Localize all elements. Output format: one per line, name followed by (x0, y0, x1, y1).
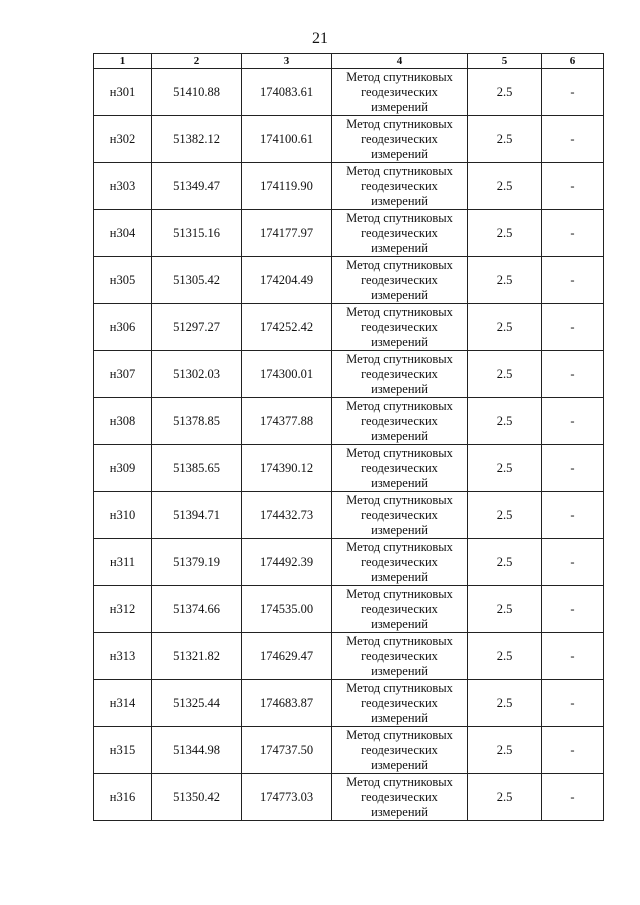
method-cell (332, 492, 468, 539)
table-row (94, 633, 604, 680)
method-line: геодезических (361, 695, 438, 710)
method-line: Метод спутниковых (346, 586, 453, 601)
column-header: 1 (94, 54, 152, 69)
point-id-cell: н302 (94, 116, 152, 163)
method-cell (332, 633, 468, 680)
note-cell: - (542, 774, 604, 821)
note-cell: - (542, 304, 604, 351)
x-coordinate-cell: 51394.71 (152, 492, 242, 539)
table-row (94, 163, 604, 210)
method-line: измерений (371, 240, 428, 255)
method-cell (332, 304, 468, 351)
y-coordinate-cell: 174390.12 (242, 445, 332, 492)
point-id-cell: н313 (94, 633, 152, 680)
method-cell (332, 445, 468, 492)
method-line: геодезических (361, 554, 438, 569)
method-line: Метод спутниковых (346, 257, 453, 272)
method-line: измерений (371, 663, 428, 678)
y-coordinate-cell: 174204.49 (242, 257, 332, 304)
method-line: измерений (371, 146, 428, 161)
note-cell: - (542, 116, 604, 163)
x-coordinate-cell: 51410.88 (152, 69, 242, 116)
point-id-cell: н308 (94, 398, 152, 445)
method-cell (332, 586, 468, 633)
point-id-cell: н303 (94, 163, 152, 210)
table-header-row (94, 54, 604, 69)
method-line: геодезических (361, 178, 438, 193)
method-cell (332, 163, 468, 210)
table-row (94, 539, 604, 586)
accuracy-cell: 2.5 (468, 116, 542, 163)
accuracy-cell: 2.5 (468, 680, 542, 727)
note-cell: - (542, 351, 604, 398)
x-coordinate-cell: 51385.65 (152, 445, 242, 492)
method-line: геодезических (361, 413, 438, 428)
point-id-cell: н309 (94, 445, 152, 492)
method-cell (332, 680, 468, 727)
table-row (94, 304, 604, 351)
x-coordinate-cell: 51349.47 (152, 163, 242, 210)
method-line: Метод спутниковых (346, 304, 453, 319)
column-header: 4 (332, 54, 468, 69)
y-coordinate-cell: 174773.03 (242, 774, 332, 821)
accuracy-cell: 2.5 (468, 492, 542, 539)
method-line: измерений (371, 381, 428, 396)
method-line: измерений (371, 287, 428, 302)
method-line: геодезических (361, 225, 438, 240)
accuracy-cell: 2.5 (468, 727, 542, 774)
method-line: измерений (371, 569, 428, 584)
table-row (94, 69, 604, 116)
x-coordinate-cell: 51297.27 (152, 304, 242, 351)
y-coordinate-cell: 174737.50 (242, 727, 332, 774)
method-line: геодезических (361, 789, 438, 804)
note-cell: - (542, 492, 604, 539)
y-coordinate-cell: 174252.42 (242, 304, 332, 351)
method-cell (332, 257, 468, 304)
table-row (94, 398, 604, 445)
method-line: Метод спутниковых (346, 445, 453, 460)
method-cell (332, 774, 468, 821)
method-line: измерений (371, 804, 428, 819)
accuracy-cell: 2.5 (468, 586, 542, 633)
method-line: Метод спутниковых (346, 727, 453, 742)
point-id-cell: н306 (94, 304, 152, 351)
note-cell: - (542, 163, 604, 210)
method-line: геодезических (361, 460, 438, 475)
method-line: Метод спутниковых (346, 492, 453, 507)
method-line: геодезических (361, 648, 438, 663)
column-header: 3 (242, 54, 332, 69)
coordinates-table (93, 53, 604, 821)
method-line: Метод спутниковых (346, 633, 453, 648)
x-coordinate-cell: 51382.12 (152, 116, 242, 163)
method-line: геодезических (361, 366, 438, 381)
point-id-cell: н312 (94, 586, 152, 633)
method-line: измерений (371, 710, 428, 725)
accuracy-cell: 2.5 (468, 69, 542, 116)
method-cell (332, 210, 468, 257)
method-line: Метод спутниковых (346, 539, 453, 554)
point-id-cell: н310 (94, 492, 152, 539)
method-cell (332, 539, 468, 586)
accuracy-cell: 2.5 (468, 304, 542, 351)
x-coordinate-cell: 51302.03 (152, 351, 242, 398)
x-coordinate-cell: 51379.19 (152, 539, 242, 586)
table-row (94, 680, 604, 727)
table-row (94, 210, 604, 257)
method-cell (332, 69, 468, 116)
method-line: Метод спутниковых (346, 774, 453, 789)
y-coordinate-cell: 174432.73 (242, 492, 332, 539)
method-line: геодезических (361, 507, 438, 522)
method-line: Метод спутниковых (346, 163, 453, 178)
point-id-cell: н314 (94, 680, 152, 727)
y-coordinate-cell: 174629.47 (242, 633, 332, 680)
note-cell: - (542, 257, 604, 304)
y-coordinate-cell: 174083.61 (242, 69, 332, 116)
note-cell: - (542, 633, 604, 680)
y-coordinate-cell: 174683.87 (242, 680, 332, 727)
accuracy-cell: 2.5 (468, 398, 542, 445)
y-coordinate-cell: 174177.97 (242, 210, 332, 257)
point-id-cell: н301 (94, 69, 152, 116)
x-coordinate-cell: 51305.42 (152, 257, 242, 304)
note-cell: - (542, 680, 604, 727)
table-row (94, 116, 604, 163)
method-line: измерений (371, 193, 428, 208)
x-coordinate-cell: 51344.98 (152, 727, 242, 774)
accuracy-cell: 2.5 (468, 539, 542, 586)
accuracy-cell: 2.5 (468, 633, 542, 680)
table-row (94, 492, 604, 539)
method-line: измерений (371, 99, 428, 114)
y-coordinate-cell: 174100.61 (242, 116, 332, 163)
method-line: Метод спутниковых (346, 351, 453, 366)
accuracy-cell: 2.5 (468, 163, 542, 210)
method-line: геодезических (361, 742, 438, 757)
x-coordinate-cell: 51374.66 (152, 586, 242, 633)
method-line: измерений (371, 475, 428, 490)
point-id-cell: н311 (94, 539, 152, 586)
accuracy-cell: 2.5 (468, 351, 542, 398)
y-coordinate-cell: 174300.01 (242, 351, 332, 398)
method-line: Метод спутниковых (346, 398, 453, 413)
accuracy-cell: 2.5 (468, 774, 542, 821)
method-cell (332, 116, 468, 163)
point-id-cell: н315 (94, 727, 152, 774)
method-cell (332, 727, 468, 774)
method-line: измерений (371, 522, 428, 537)
column-header: 6 (542, 54, 604, 69)
page-number: 21 (312, 30, 328, 47)
method-line: геодезических (361, 131, 438, 146)
note-cell: - (542, 398, 604, 445)
note-cell: - (542, 445, 604, 492)
accuracy-cell: 2.5 (468, 257, 542, 304)
method-line: Метод спутниковых (346, 680, 453, 695)
point-id-cell: н304 (94, 210, 152, 257)
y-coordinate-cell: 174119.90 (242, 163, 332, 210)
x-coordinate-cell: 51378.85 (152, 398, 242, 445)
method-line: Метод спутниковых (346, 210, 453, 225)
y-coordinate-cell: 174535.00 (242, 586, 332, 633)
note-cell: - (542, 539, 604, 586)
method-line: геодезических (361, 272, 438, 287)
table-row (94, 727, 604, 774)
table-row (94, 351, 604, 398)
method-line: геодезических (361, 84, 438, 99)
y-coordinate-cell: 174492.39 (242, 539, 332, 586)
accuracy-cell: 2.5 (468, 445, 542, 492)
note-cell: - (542, 69, 604, 116)
point-id-cell: н307 (94, 351, 152, 398)
point-id-cell: н305 (94, 257, 152, 304)
method-line: измерений (371, 334, 428, 349)
note-cell: - (542, 210, 604, 257)
point-id-cell: н316 (94, 774, 152, 821)
method-line: Метод спутниковых (346, 116, 453, 131)
x-coordinate-cell: 51325.44 (152, 680, 242, 727)
method-line: геодезических (361, 319, 438, 334)
method-line: измерений (371, 616, 428, 631)
method-line: Метод спутниковых (346, 69, 453, 84)
x-coordinate-cell: 51315.16 (152, 210, 242, 257)
table-row (94, 257, 604, 304)
table-row (94, 445, 604, 492)
x-coordinate-cell: 51321.82 (152, 633, 242, 680)
table-row (94, 586, 604, 633)
column-header: 2 (152, 54, 242, 69)
method-line: измерений (371, 428, 428, 443)
note-cell: - (542, 727, 604, 774)
y-coordinate-cell: 174377.88 (242, 398, 332, 445)
table-row (94, 774, 604, 821)
method-line: измерений (371, 757, 428, 772)
accuracy-cell: 2.5 (468, 210, 542, 257)
method-cell (332, 398, 468, 445)
method-line: геодезических (361, 601, 438, 616)
column-header: 5 (468, 54, 542, 69)
method-cell (332, 351, 468, 398)
note-cell: - (542, 586, 604, 633)
x-coordinate-cell: 51350.42 (152, 774, 242, 821)
